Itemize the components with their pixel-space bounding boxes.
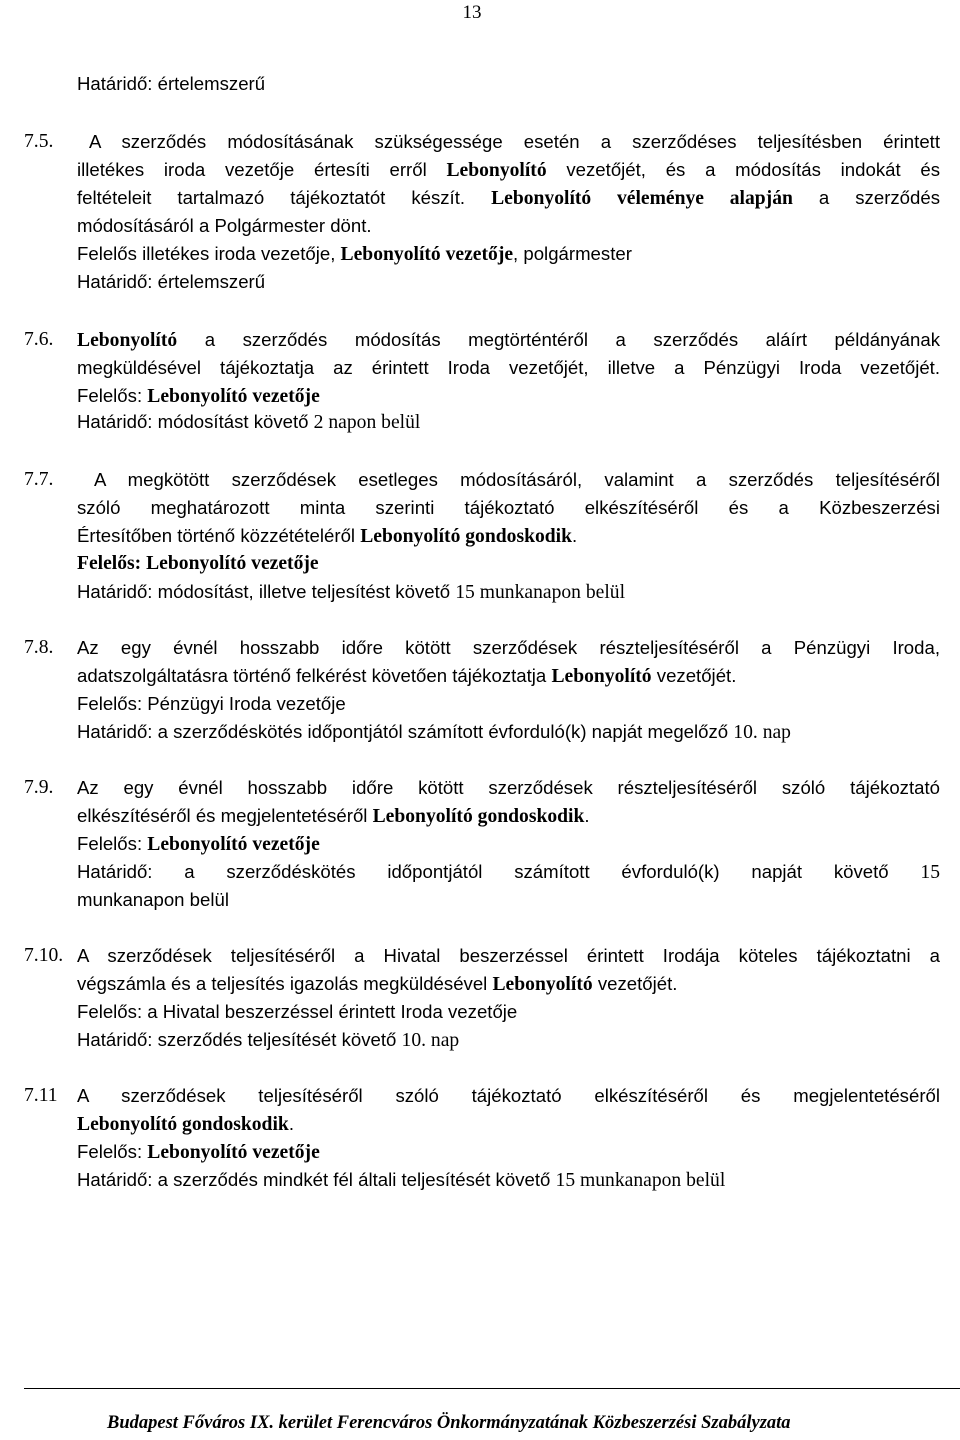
section-number-7-5: 7.5.: [24, 131, 54, 152]
s75-line-1: A szerződés módosításának szükségessége esetén a szerződéses teljesítésben érintett: [89, 131, 940, 152]
section-number-7-8: 7.8.: [24, 637, 54, 658]
s711-line-1: A szerződések teljesítéséről szóló tájékoztató elkészítéséről és megjelentetéséről: [77, 1085, 940, 1106]
deadline-top: Határidő: értelemszerű: [77, 73, 266, 94]
s75-responsible: Felelős illetékes iroda vezetője, Lebonyolító vezetője, polgármester: [77, 243, 632, 265]
s75-line-3: feltételeit tartalmazó tájékoztatót készít. Lebonyolító véleménye alapján a szerződés: [77, 187, 940, 209]
s77-deadline: Határidő: módosítást, illetve teljesítést követő 15 munkanapon belül: [77, 581, 626, 603]
section-number-7-11: 7.11: [24, 1085, 58, 1106]
s75-line-4: módosításáról a Polgármester dönt.: [77, 215, 372, 236]
section-number-7-9: 7.9.: [24, 777, 54, 798]
s77-line-2: szóló meghatározott minta szerinti tájékoztató elkészítéséről és a Közbeszerzési: [77, 497, 940, 518]
s711-line-2: Lebonyolító gondoskodik.: [77, 1113, 294, 1135]
s77-responsible: Felelős: Lebonyolító vezetője: [77, 553, 319, 574]
s710-line-1: A szerződések teljesítéséről a Hivatal beszerzéssel érintett Irodája köteles tájékoztatni a: [77, 945, 940, 966]
s710-deadline: Határidő: szerződés teljesítését követő 10. nap: [77, 1029, 460, 1051]
section-number-7-10: 7.10.: [24, 945, 64, 966]
s79-deadline-cont: munkanapon belül: [77, 889, 229, 910]
section-number-7-6: 7.6.: [24, 329, 54, 350]
s79-line-2: elkészítéséről és megjelentetéséről Lebonyolító gondoskodik.: [77, 805, 590, 827]
page-footer: Budapest Főváros IX. kerület Ferencváros Önkormányzatának Közbeszerzési Szabályzata: [107, 1413, 791, 1433]
s711-responsible: Felelős: Lebonyolító vezetője: [77, 1141, 320, 1163]
s76-responsible: Felelős: Lebonyolító vezetője: [77, 385, 320, 407]
footer-rule: [24, 1388, 960, 1389]
s710-responsible: Felelős: a Hivatal beszerzéssel érintett Iroda vezetője: [77, 1001, 518, 1022]
page-number: 13: [462, 2, 482, 23]
s78-deadline: Határidő: a szerződéskötés időpontjától számított évforduló(k) napját megelőző 10. nap: [77, 721, 791, 743]
s79-line-1: Az egy évnél hosszabb időre kötött szerződések részteljesítéséről szóló tájékoztató: [77, 777, 940, 798]
s75-line-2: illetékes iroda vezetője értesíti erről Lebonyolító vezetőjét, és a módosítás indokát és: [77, 159, 941, 181]
s711-deadline: Határidő: a szerződés mindkét fél általi teljesítését követő 15 munkanapon belül: [77, 1169, 726, 1191]
s76-line-1: Lebonyolító a szerződés módosítás megtörténtéről a szerződés aláírt példányának: [77, 329, 940, 351]
s77-line-3: Értesítőben történő közzétételéről Lebonyolító gondoskodik.: [77, 525, 578, 547]
section-number-7-7: 7.7.: [24, 469, 54, 490]
s78-line-1: Az egy évnél hosszabb időre kötött szerződések részteljesítéséről a Pénzügyi Iroda,: [77, 637, 940, 658]
s79-deadline: Határidő: a szerződéskötés időpontjától számított évforduló(k) napját követő 15: [77, 861, 940, 883]
s79-responsible: Felelős: Lebonyolító vezetője: [77, 833, 320, 855]
s78-responsible: Felelős: Pénzügyi Iroda vezetője: [77, 693, 346, 714]
s77-line-1: A megkötött szerződések esetleges módosításáról, valamint a szerződés teljesítéséről: [94, 469, 940, 490]
s710-line-2: végszámla és a teljesítés igazolás megküldésével Lebonyolító vezetőjét.: [77, 973, 678, 995]
s76-line-2: megküldésével tájékoztatja az érintett Iroda vezetőjét, illetve a Pénzügyi Iroda vezetőjét.: [77, 357, 940, 378]
s76-deadline: Határidő: módosítást követő 2 napon belül: [77, 411, 421, 433]
s78-line-2: adatszolgáltatásra történő felkérést követően tájékoztatja Lebonyolító vezetőjét.: [77, 665, 737, 687]
s75-deadline: Határidő: értelemszerű: [77, 271, 266, 292]
